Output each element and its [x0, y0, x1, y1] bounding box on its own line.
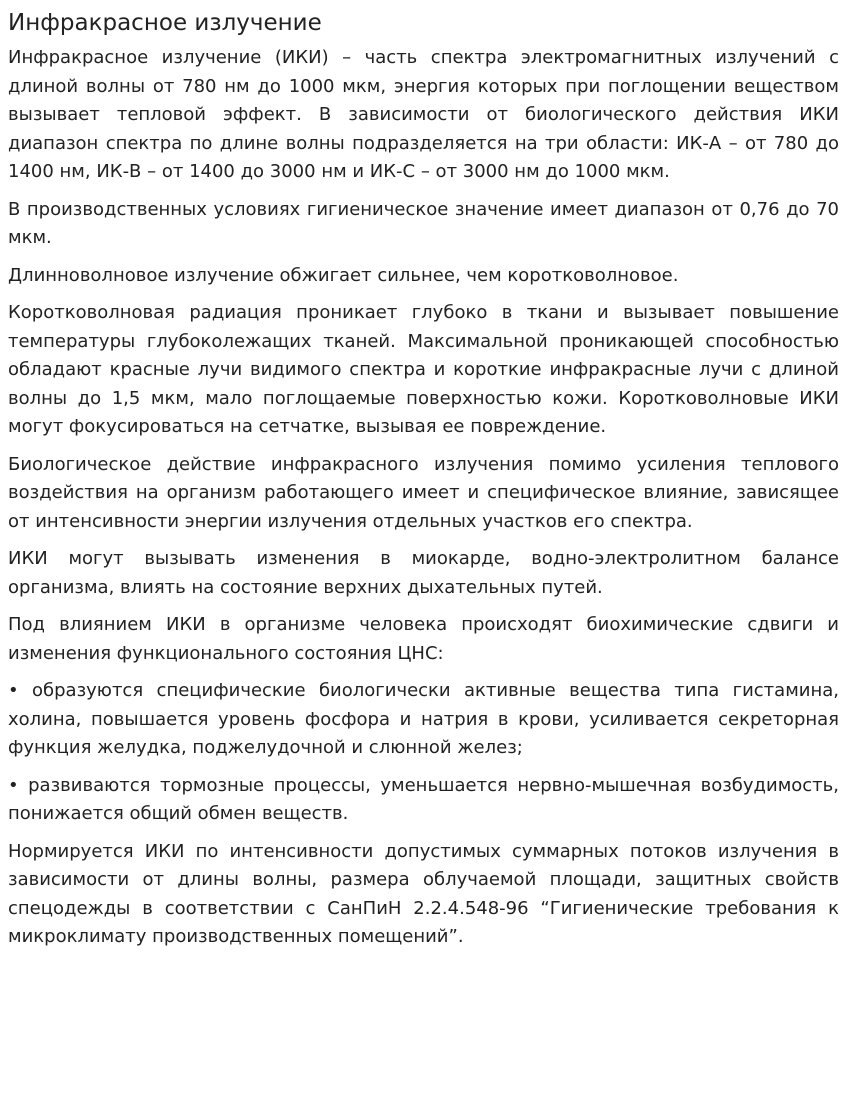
paragraph-cns-intro: Под влиянием ИКИ в организме человека происходят биохимические сдвиги и изменения функционального состояния ЦНС:: [8, 614, 839, 664]
paragraph-hygienic-range: В производственных условиях гигиеническое значение имеет диапазон от 0,76 до 70 мкм.: [8, 198, 839, 248]
paragraph-longwave: Длинноволновое излучение обжигает сильнее, чем коротковолновое.: [8, 264, 679, 286]
paragraph-biological-action: Биологическое действие инфракрасного излучения помимо усиления теплового воздействия на организм работающего имеет и специфическое влияние, зависящее от интенсивности энергии излучения отдельных участков его спектра.: [8, 453, 839, 532]
paragraph-shortwave: Коротковолновая радиация проникает глубоко в ткани и вызывает повышение температуры глубоколежащих тканей. Максимальной проникающей способностью обладают красные лучи видимого спектра и короткие инфракрасные лучи с длиной волны до 1,5 мкм, мало поглощаемые поверхностью кожи. Коротковолновые ИКИ могут фокусироваться на сетчатке, вызывая ее повреждение.: [8, 302, 839, 437]
paragraph-definition: Инфракрасное излучение (ИКИ) – часть спектра электромагнитных излучений с длиной волны от 780 нм до 1000 мкм, энергия которых при поглощении веществом вызывает тепловой эффект. В зависимости от биологического действия ИКИ диапазон спектра по длине волны подразделяется на три области: ИК-А – от 780 до 1400 нм, ИК-В – от 1400 до 3000 нм и ИК-С – от 3000 нм до 1000 мкм.: [8, 47, 839, 182]
bullet-item-substances: • образуются специфические биологически активные вещества типа гистамина, холина, повышается уровень фосфора и натрия в крови, усиливается секреторная функция желудка, поджелудочной и слюнной желез;: [8, 680, 839, 758]
document-title: Инфракрасное излучение: [8, 10, 322, 36]
paragraph-regulation: Нормируется ИКИ по интенсивности допустимых суммарных потоков излучения в зависимости от длины волны, размера облучаемой площади, защитных свойств спецодежды в соответствии с СанПиН 2.2.4.548-96 “Гигиенические требования к микроклимату производственных помещений”.: [8, 840, 839, 947]
bullet-item-inhibition: • развиваются тормозные процессы, уменьшается нервно-мышечная возбудимость, понижается общий обмен веществ.: [8, 774, 839, 824]
paragraph-effects: ИКИ могут вызывать изменения в миокарде, водно-электролитном балансе организма, влиять на состояние верхних дыхательных путей.: [8, 548, 839, 598]
